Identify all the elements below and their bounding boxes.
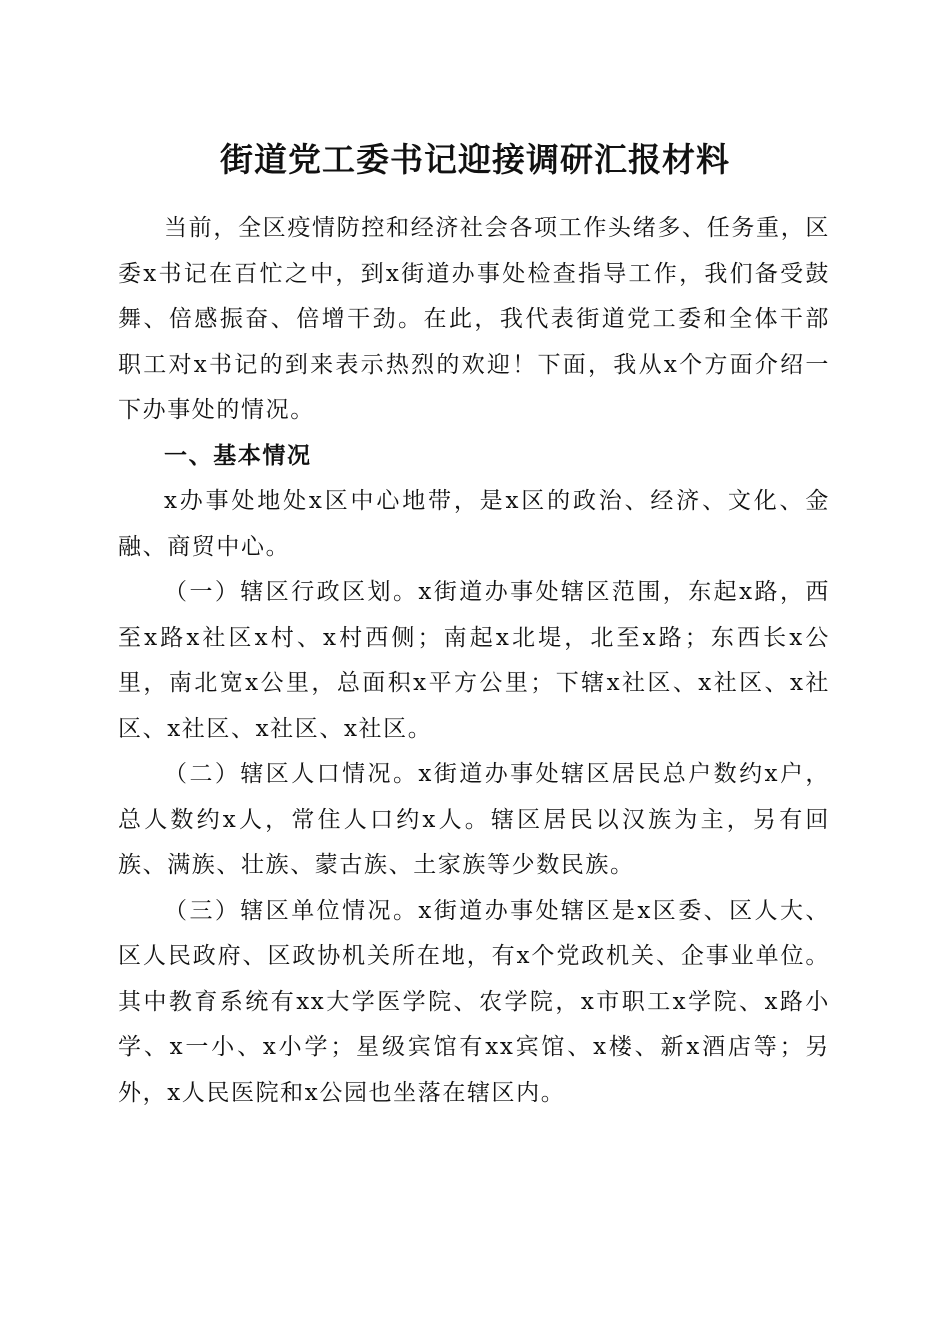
document-body: [118, 206, 830, 1116]
document-title: 街道党工委书记迎接调研汇报材料: [220, 140, 730, 179]
subsection-population: [118, 752, 830, 889]
subsection-label: （一）辖区行政区划。: [164, 579, 419, 605]
subsection-units: [118, 889, 830, 1117]
intro-paragraph: 当前，全区疫情防控和经济社会各项工作头绪多、任务重，区委x书记在百忙之中，到x街道办事处检查指导工作，我们备受鼓舞、倍感振奋、倍增干劲。在此，我代表街道党工委和全体干部职工对x书记的到来表示热烈的欢迎！下面，我从x个方面介绍一下办事处的情况。: [118, 215, 830, 423]
subsection-label: （三）辖区单位情况。: [164, 897, 419, 924]
section-heading-basic-info: 一、基本情况: [164, 442, 312, 469]
subsection-text: x街道办事处辖区是x区委、区人大、区人民政府、区政协机关所在地，有x个党政机关、企事业单位。其中教育系统有xx大学医学院、农学院，x市职工x学院、x路小学、x一小、x小学；星级宾馆有xx宾馆、x楼、新x酒店等；另外，x人民医院和x公园也坐落在辖区内。: [118, 897, 830, 1106]
subsection-text: x街道办事处辖区居民总户数约x户，总人数约x人，常住人口约x人。辖区居民以汉族为主，另有回族、满族、壮族、蒙古族、土家族等少数民族。: [118, 761, 830, 878]
subsection-label: （二）辖区人口情况。: [164, 761, 419, 787]
summary-paragraph: x办事处地处x区中心地带，是x区的政治、经济、文化、金融、商贸中心。: [118, 488, 830, 560]
subsection-text: x街道办事处辖区范围，东起x路，西至x路x社区x村、x村西侧；南起x北堤，北至x路；东西长x公里，南北宽x公里，总面积x平方公里；下辖x社区、x社区、x社区、x社区、x社区、x社区。: [118, 579, 830, 742]
subsection-admin-division: [118, 570, 830, 752]
